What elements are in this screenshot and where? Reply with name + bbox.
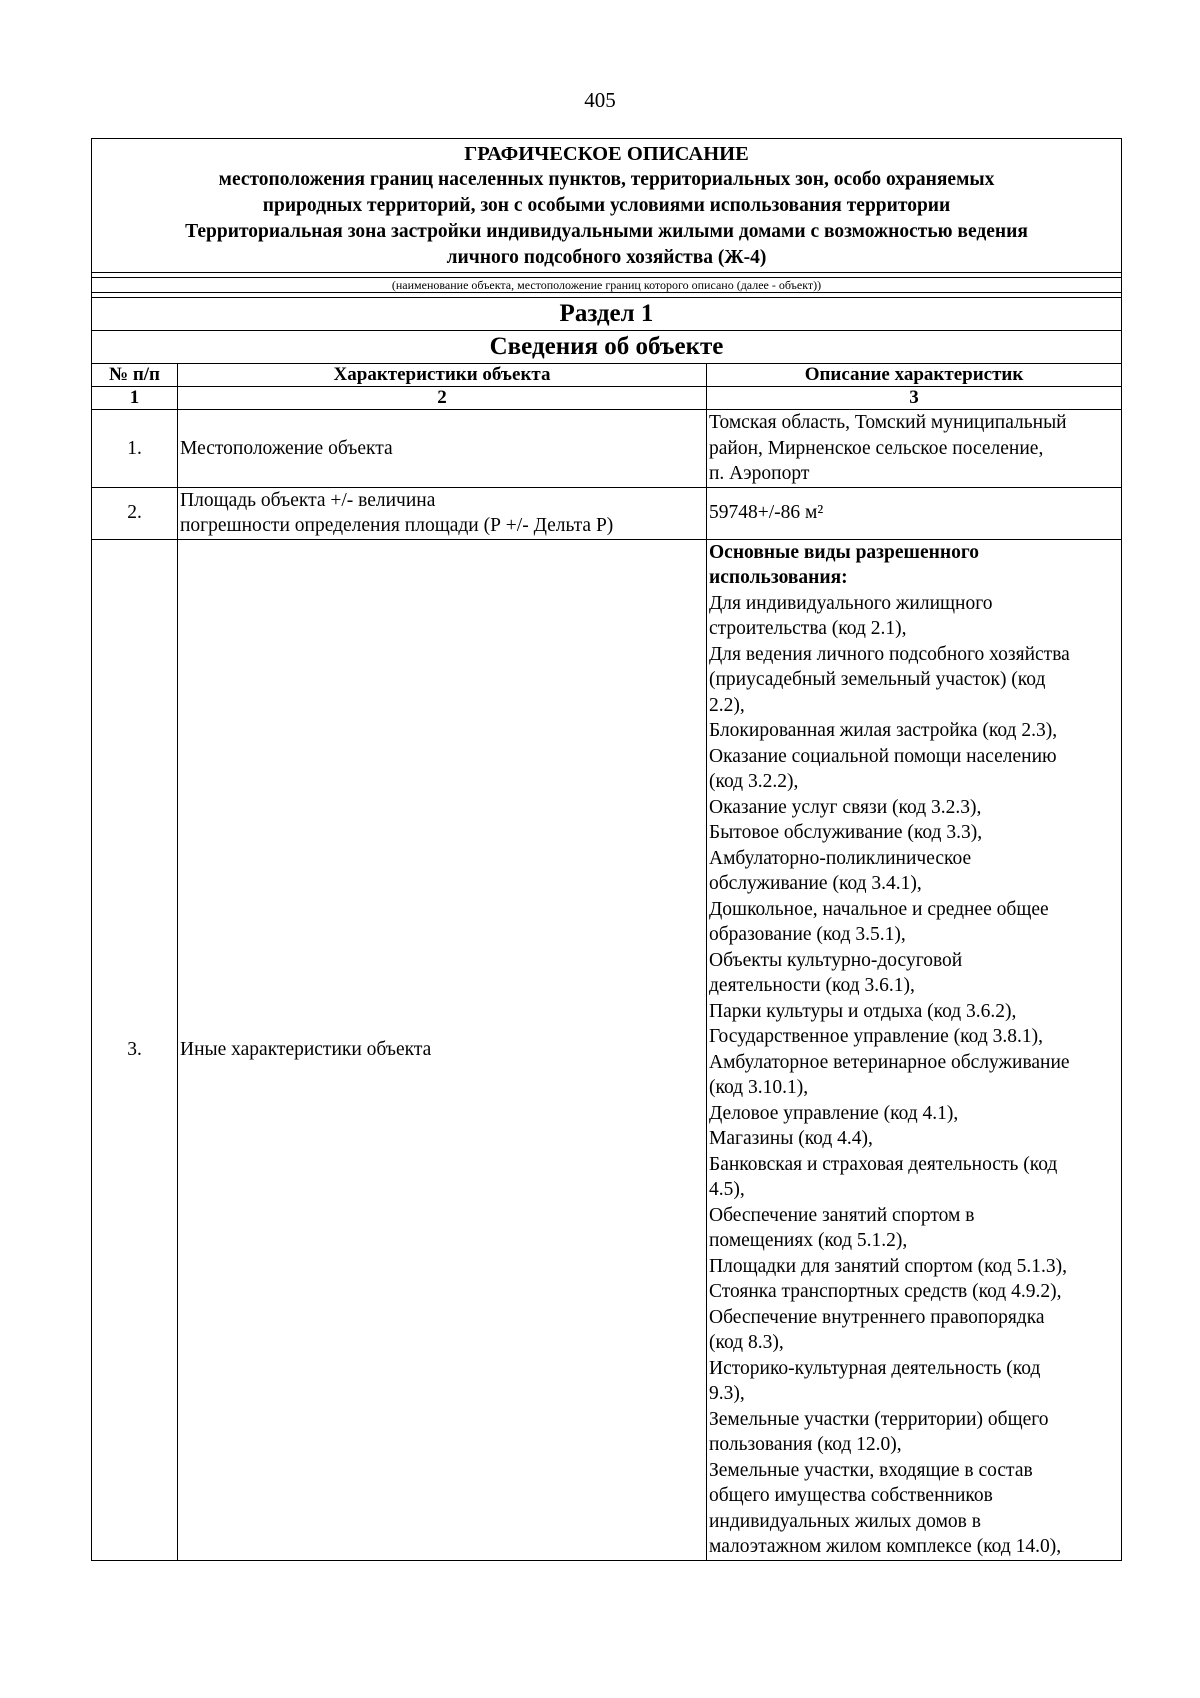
permitted-use-heading: использования:: [709, 567, 848, 588]
permitted-use-line: 9.3),: [709, 1383, 745, 1404]
row-description: 59748+/-86 м²: [707, 487, 1122, 539]
permitted-use-line: Земельные участки (территории) общего: [709, 1408, 1049, 1430]
permitted-use-line: (приусадебный земельный участок) (код: [709, 669, 1046, 690]
row-description: [707, 539, 1122, 1560]
permitted-use-line: малоэтажном жилом комплексе (код 14.0),: [709, 1536, 1062, 1557]
subtitle-line: местоположения границ населенных пунктов, территориальных зон, особо охраняемых: [218, 169, 995, 190]
section-title: Сведения об объекте: [92, 331, 1122, 364]
permitted-use-line: Государственное управление (код 3.8.1),: [709, 1026, 1044, 1047]
permitted-use-line: общего имущества собственников: [709, 1485, 993, 1506]
section-number: Раздел 1: [92, 298, 1122, 331]
page-number: 405: [584, 88, 616, 112]
permitted-use-line: Для ведения личного подсобного хозяйства: [709, 643, 1070, 665]
row-number: 2.: [92, 487, 178, 539]
permitted-use-line: Историко-культурная деятельность (код: [709, 1357, 1041, 1379]
document-header: [92, 139, 1122, 273]
permitted-use-line: Магазины (код 4.4),: [709, 1128, 873, 1149]
row-characteristic: Иные характеристики объекта: [178, 539, 707, 1560]
permitted-use-heading: Основные виды разрешенного: [709, 541, 979, 563]
permitted-use-line: обслуживание (код 3.4.1),: [709, 873, 922, 894]
permitted-use-line: Блокированная жилая застройка (код 2.3),: [709, 720, 1058, 741]
column-header-number: № п/п: [92, 364, 178, 387]
row-characteristic: Площадь объекта +/- величина погрешности определения площади (Р +/- Дельта Р): [178, 487, 707, 539]
permitted-use-line: Объекты культурно-досуговой: [709, 949, 963, 971]
permitted-use-line: деятельности (код 3.6.1),: [709, 975, 915, 996]
table-row: [92, 410, 1122, 488]
permitted-use-line: Стоянка транспортных средств (код 4.9.2),: [709, 1281, 1062, 1302]
permitted-use-line: (код 3.2.2),: [709, 771, 799, 792]
permitted-use-line: (код 3.10.1),: [709, 1077, 809, 1098]
permitted-use-line: 4.5),: [709, 1179, 745, 1200]
permitted-use-line: Амбулаторно-поликлиническое: [709, 847, 972, 869]
permitted-use-line: Обеспечение занятий спортом в: [709, 1204, 975, 1226]
permitted-use-line: Оказание социальной помощи населению: [709, 745, 1057, 767]
permitted-use-line: пользования (код 12.0),: [709, 1434, 902, 1455]
column-header-description: Описание характеристик: [707, 364, 1122, 387]
permitted-use-line: образование (код 3.5.1),: [709, 924, 906, 945]
permitted-use-line: Бытовое обслуживание (код 3.3),: [709, 822, 983, 843]
permitted-use-line: Банковская и страховая деятельность (код: [709, 1153, 1058, 1175]
permitted-use-line: Обеспечение внутреннего правопорядка: [709, 1306, 1045, 1328]
row-description: Томская область, Томский муниципальный район, Мирненское сельское поселение, п. Аэропорт: [707, 410, 1122, 488]
permitted-use-line: индивидуальных жилых домов в: [709, 1510, 981, 1532]
subtitle-line: природных территорий, зон с особыми условиями использования территории: [262, 195, 951, 216]
object-name-line: личного подсобного хозяйства (Ж-4): [446, 247, 767, 268]
permitted-use-line: (код 8.3),: [709, 1332, 784, 1353]
permitted-use-line: помещениях (код 5.1.2),: [709, 1230, 908, 1251]
permitted-use-line: Для индивидуального жилищного: [709, 592, 993, 614]
column-header-characteristics: Характеристики объекта: [178, 364, 707, 387]
column-number: 1: [92, 387, 178, 410]
permitted-use-line: Парки культуры и отдыха (код 3.6.2),: [709, 1000, 1017, 1022]
document-title: ГРАФИЧЕСКОЕ ОПИСАНИЕ: [464, 143, 749, 165]
header-note: (наименование объекта, местоположение границ которого описано (далее - объект)): [92, 278, 1122, 293]
permitted-use-line: Земельные участки, входящие в состав: [709, 1459, 1033, 1481]
permitted-use-line: строительства (код 2.1),: [709, 618, 907, 639]
table-row: [92, 539, 1122, 1560]
row-number: 3.: [92, 539, 178, 1560]
table-row: [92, 487, 1122, 539]
object-name-line: Территориальная зона застройки индивидуальными жилыми домами с возможностью ведения: [185, 221, 1028, 242]
permitted-use-line: Амбулаторное ветеринарное обслуживание: [709, 1051, 1070, 1073]
permitted-use-line: Дошкольное, начальное и среднее общее: [709, 898, 1049, 920]
permitted-use-line: 2.2),: [709, 694, 745, 716]
row-number: 1.: [92, 410, 178, 488]
graphic-description-table: [91, 138, 1122, 1561]
permitted-use-line: Деловое управление (код 4.1),: [709, 1102, 959, 1124]
permitted-use-line: Оказание услуг связи (код 3.2.3),: [709, 796, 982, 818]
row-characteristic: Местоположение объекта: [178, 410, 707, 488]
column-number: 3: [707, 387, 1122, 410]
column-number: 2: [178, 387, 707, 410]
permitted-use-line: Площадки для занятий спортом (код 5.1.3),: [709, 1255, 1067, 1277]
